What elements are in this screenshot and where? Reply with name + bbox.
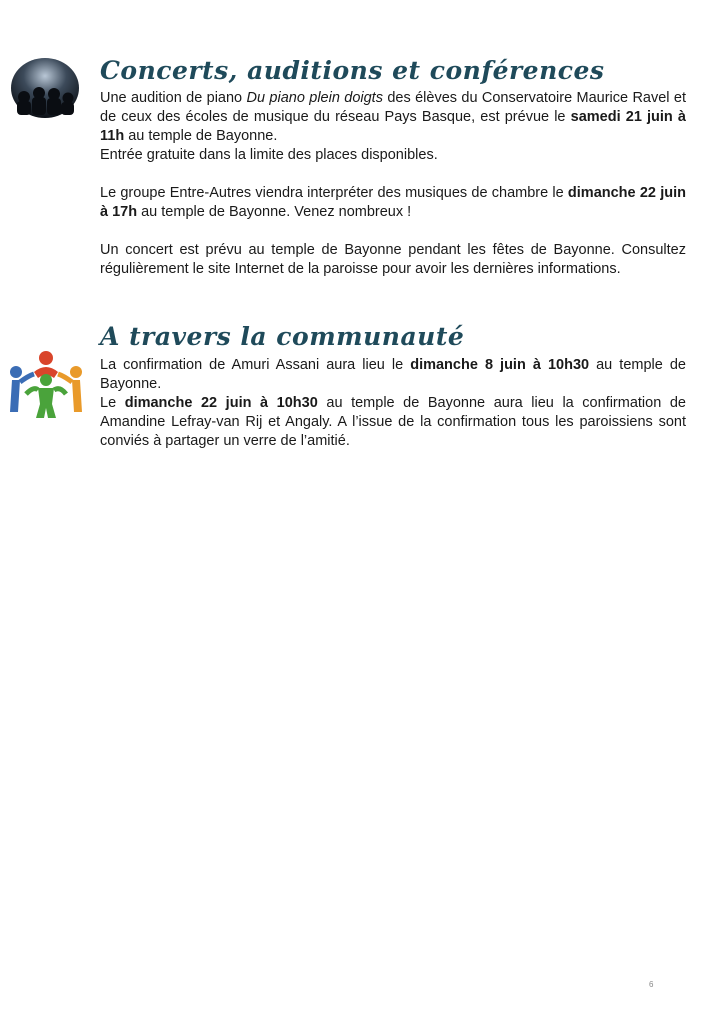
section-title: A travers la communauté xyxy=(100,322,465,351)
community-circle-icon xyxy=(4,350,88,420)
section-title: Concerts, auditions et conférences xyxy=(100,56,605,85)
paragraph: Un concert est prévu au temple de Bayonne pendant les fêtes de Bayonne. Consultez régulièrement le site Internet de la paroisse pour avoir les dernières informations. xyxy=(100,242,686,277)
section-body xyxy=(100,89,686,279)
paragraph: Le groupe Entre-Autres viendra interpréter des musiques de chambre le dimanche 22 juin à 17h au temple de Bayonne. Venez nombreux ! xyxy=(100,185,686,220)
paragraph: La confirmation de Amuri Assani aura lieu le dimanche 8 juin à 10h30 au temple de Bayonne. xyxy=(100,357,686,392)
paragraph: Le dimanche 22 juin à 10h30 au temple de Bayonne aura lieu la confirmation de Amandine Lefray-van Rij et Angaly. A l’issue de la confirmation tous les paroissiens sont conviés à partager un verre de l’amitié. xyxy=(100,395,686,449)
section-body xyxy=(100,356,686,451)
page-number: 6 xyxy=(649,980,654,989)
paragraph: Entrée gratuite dans la limite des places disponibles. xyxy=(100,147,438,163)
audience-icon xyxy=(10,57,80,119)
paragraph: Une audition de piano Du piano plein doigts des élèves du Conservatoire Maurice Ravel et de ceux des écoles de musique du réseau Pays Basque, est prévue le samedi 21 juin à 11h au temple de Bayonne. xyxy=(100,90,686,144)
